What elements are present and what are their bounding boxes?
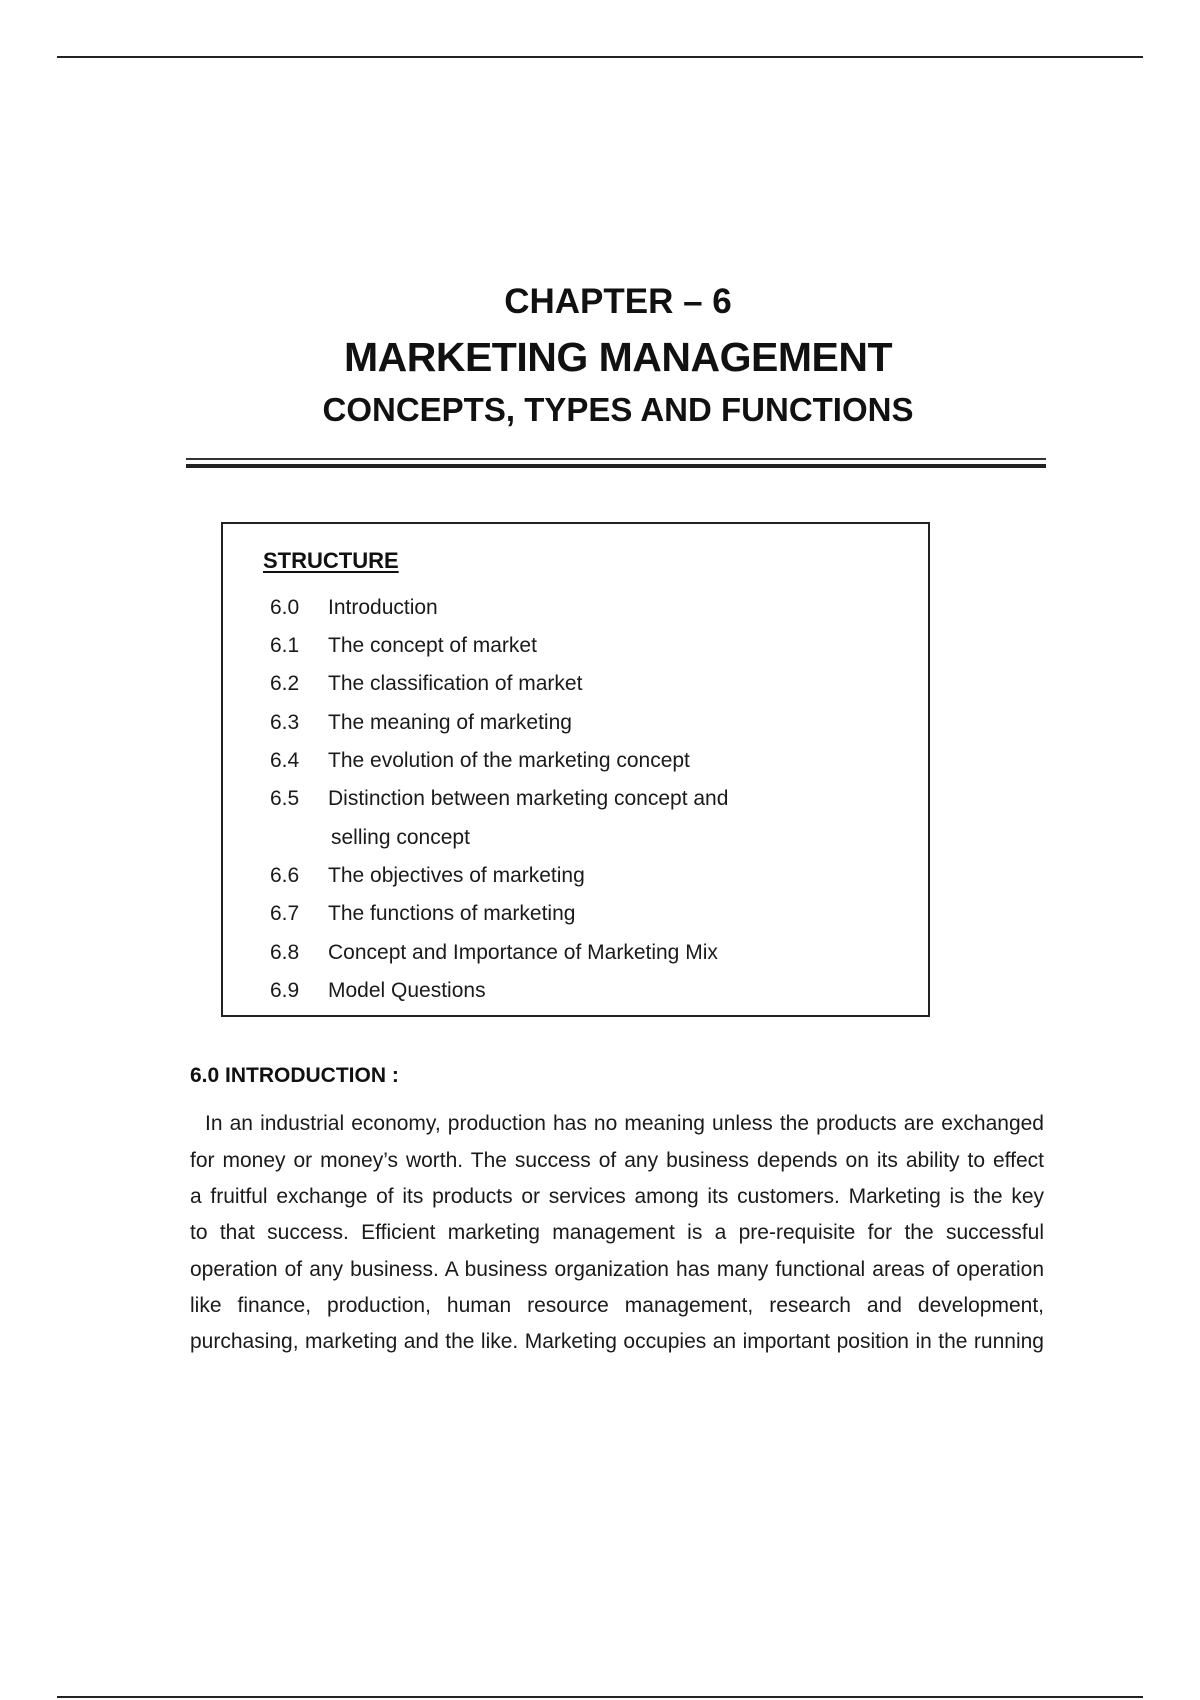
toc-item-title: The classification of market — [328, 672, 583, 695]
toc-item-number: 6.9 — [270, 979, 300, 1002]
toc-item-title: The functions of marketing — [328, 902, 576, 925]
toc-item-number: 6.5 — [270, 787, 300, 810]
chapter-title: MARKETING MANAGEMENT — [343, 334, 893, 380]
structure-heading: STRUCTURE — [263, 548, 399, 573]
toc-item-continuation: selling concept — [331, 826, 470, 849]
toc-item-number: 6.2 — [270, 672, 300, 695]
toc-item-number: 6.0 — [270, 596, 300, 619]
title-divider-thin — [186, 458, 1046, 460]
toc-item-title: The objectives of marketing — [328, 864, 585, 887]
toc-item-title: Introduction — [328, 596, 438, 619]
toc-item-title: The evolution of the marketing concept — [328, 749, 690, 772]
chapter-subtitle: CONCEPTS, TYPES AND FUNCTIONS — [322, 391, 914, 428]
toc-item-number: 6.1 — [270, 634, 300, 657]
paragraph-line: operation of any business. A business organization has many functional areas of operation — [190, 1258, 1044, 1281]
paragraph-line: for money or money’s worth. The success of any business depends on its ability to effect — [190, 1149, 1044, 1172]
title-divider-thick — [186, 464, 1046, 468]
toc-item-number: 6.7 — [270, 902, 300, 925]
top-rule — [57, 56, 1143, 58]
toc-item-title: Model Questions — [328, 979, 486, 1002]
paragraph-line: a fruitful exchange of its products or services among its customers. Marketing is the key — [190, 1185, 1044, 1208]
toc-item-title: The meaning of marketing — [328, 711, 572, 734]
toc-item-title: The concept of market — [328, 634, 537, 657]
paragraph-line: In an industrial economy, production has no meaning unless the products are exchanged — [205, 1112, 1044, 1135]
paragraph-line: to that success. Efficient marketing management is a pre-requisite for the successful — [190, 1221, 1044, 1244]
toc-item-title: Concept and Importance of Marketing Mix — [328, 941, 718, 964]
toc-item-number: 6.8 — [270, 941, 300, 964]
bottom-rule — [57, 1696, 1143, 1698]
toc-item-number: 6.4 — [270, 749, 300, 772]
toc-item-title: Distinction between marketing concept and — [328, 787, 729, 810]
toc-item-number: 6.3 — [270, 711, 300, 734]
paragraph-line: like finance, production, human resource management, research and development, — [190, 1294, 1044, 1317]
chapter-number: CHAPTER – 6 — [504, 282, 732, 321]
paragraph-line: purchasing, marketing and the like. Marketing occupies an important position in the running — [190, 1330, 1044, 1353]
toc-item-number: 6.6 — [270, 864, 300, 887]
section-heading: 6.0 INTRODUCTION : — [190, 1064, 399, 1087]
